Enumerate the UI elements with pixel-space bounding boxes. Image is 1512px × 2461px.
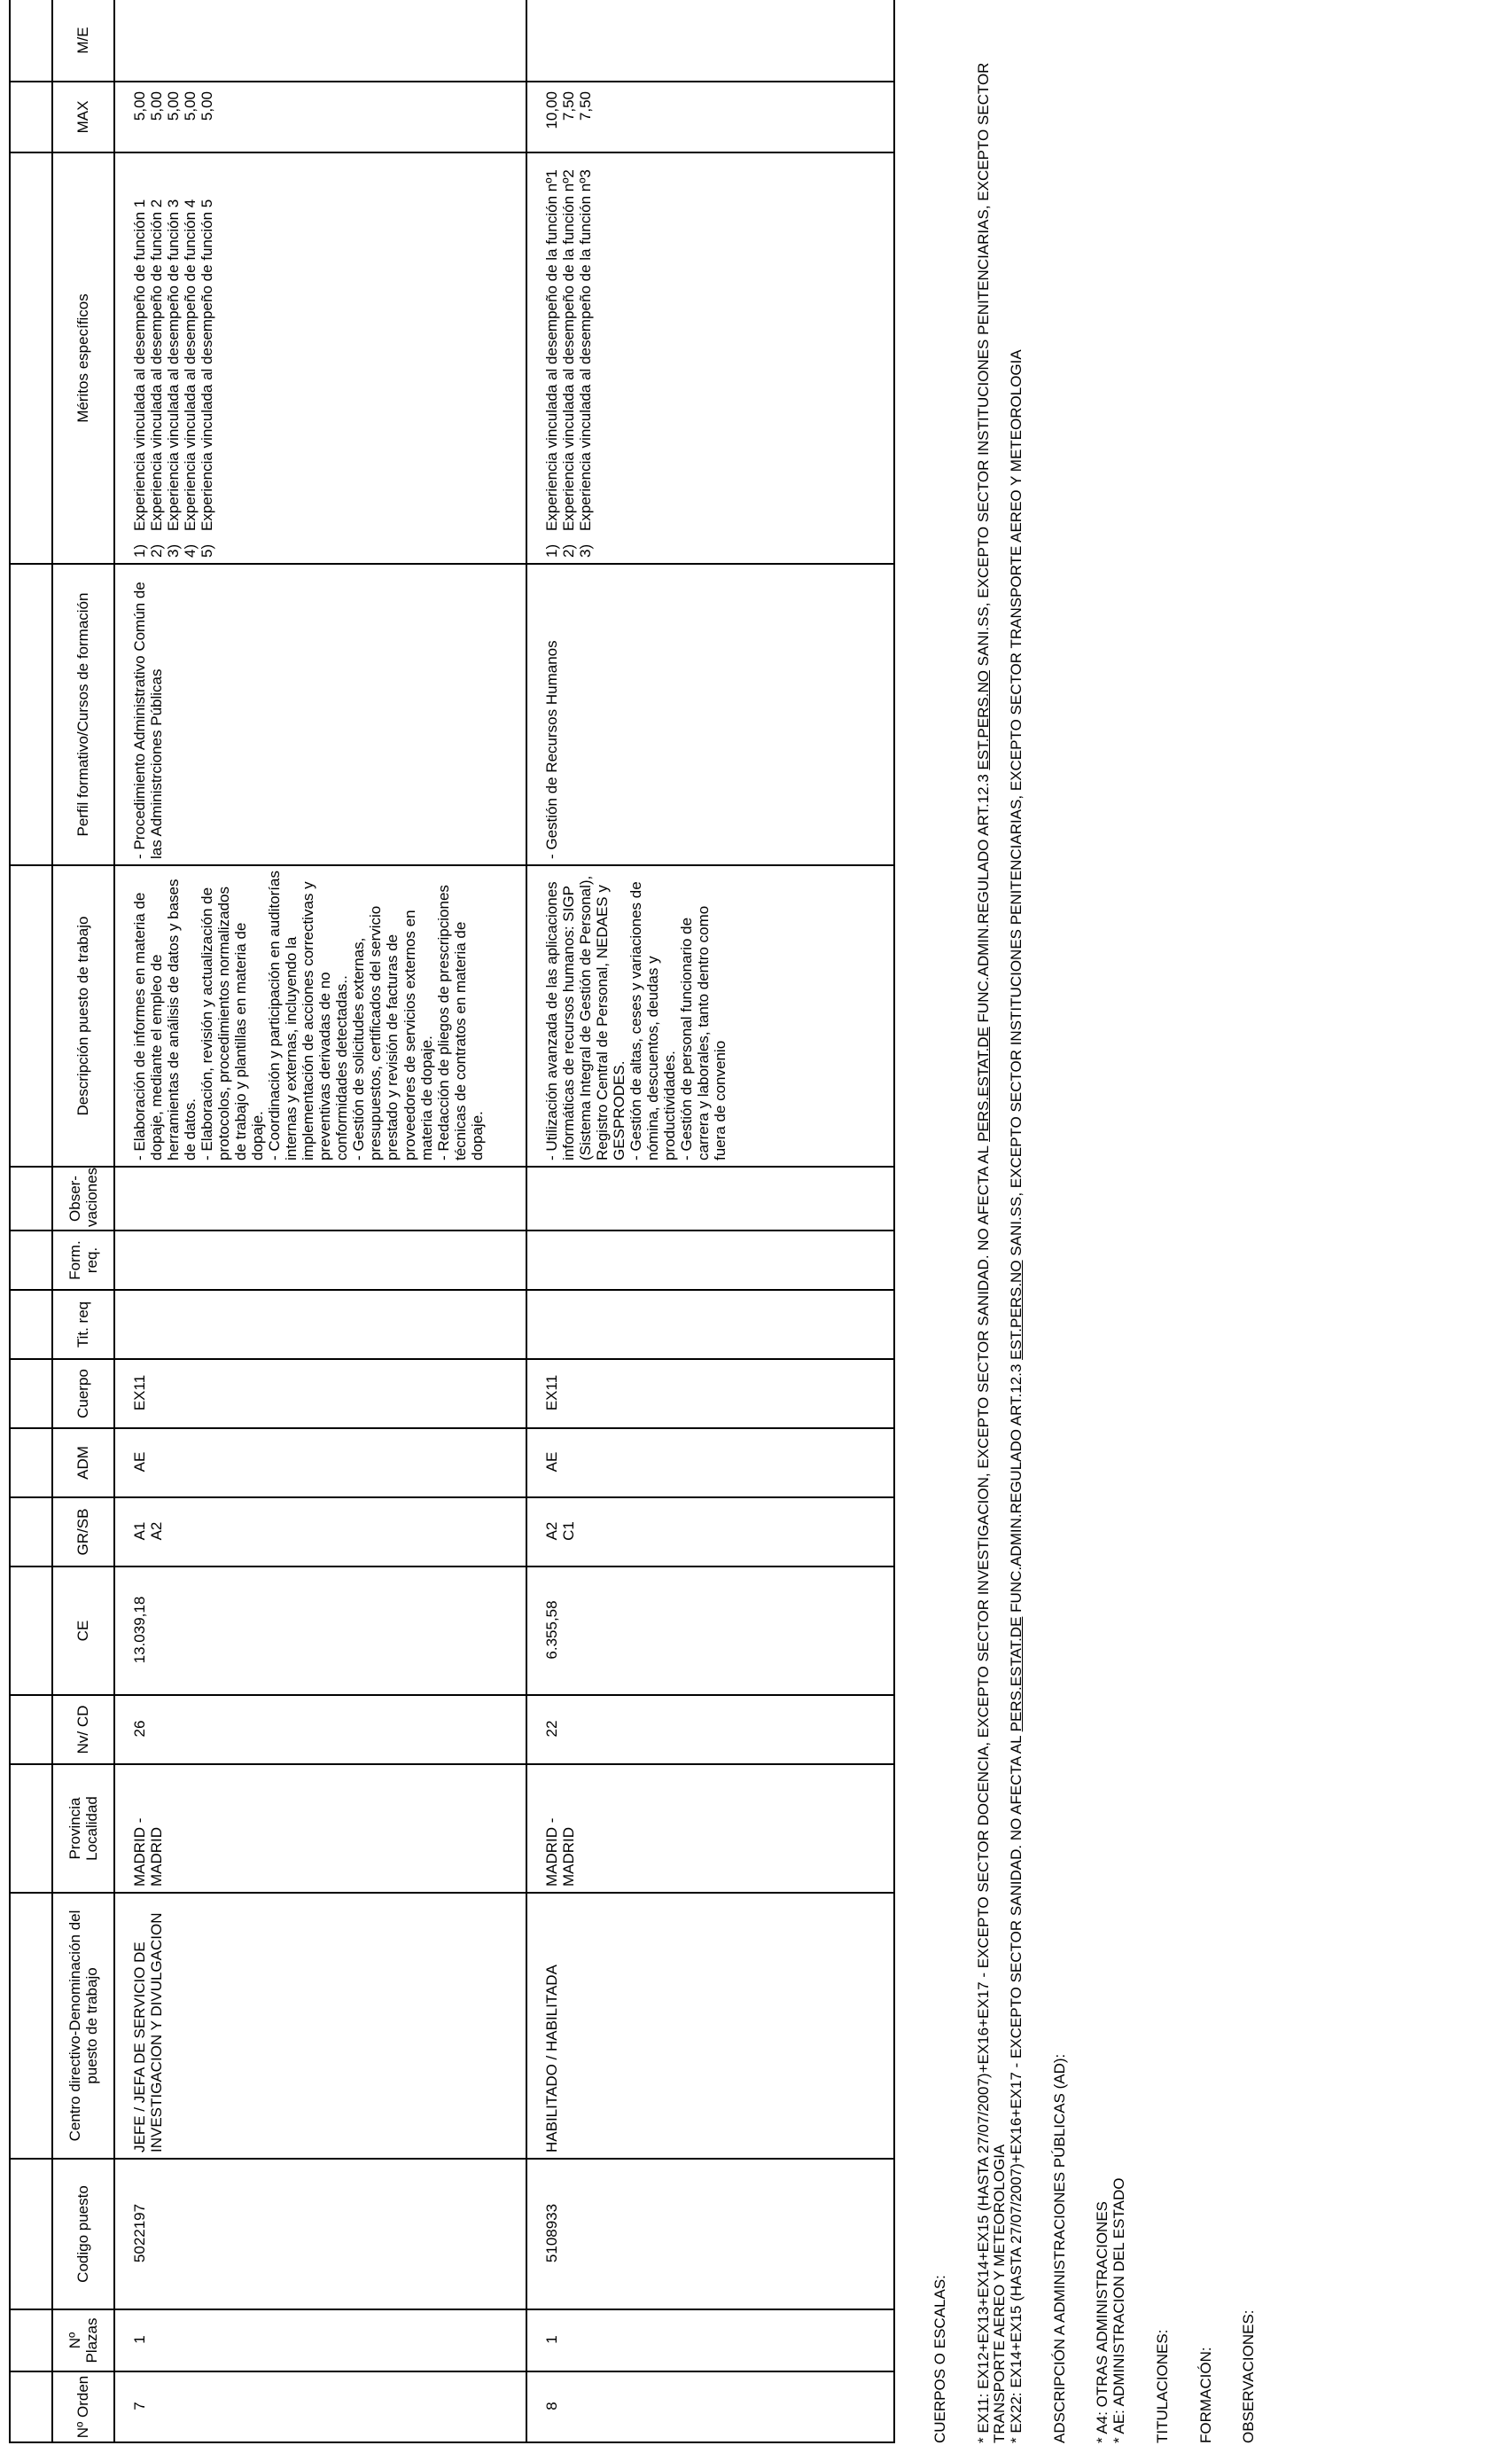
table-row (114, 0, 526, 2442)
me-cell (526, 0, 894, 82)
plazas-cell: 1 (526, 2309, 894, 2371)
header-provincia: Provincia Localidad (52, 1764, 114, 1893)
grupo-value: A2 (148, 1521, 166, 1541)
perfil-line: - Gestión de Recursos Humanos (543, 640, 560, 859)
max-cell (114, 82, 526, 152)
max-value: 10,00 (543, 91, 560, 129)
ex22-note: * EX22: EX14+EX15 (HASTA 27/07/2007)+EX16+EX17 - EXCEPTO SECTOR SANIDAD. NO AFECTA AL PERS.ESTAT.DE FUNC.ADMIN.REGULADO ART.12.3 EST.PERS.NO SANI.SS, EXCEPTO SECTOR INSTITUCIONES PENITENCIARIAS, EXCEPTO SECTOR TRANSPORTE AEREO Y METEOROLOGIA (1008, 349, 1025, 2443)
adm-cell: AE (114, 1428, 526, 1497)
header-tit: Tit. req (52, 1290, 114, 1359)
adscripcion-title: ADSCRIPCIÓN A ADMINISTRACIONES PÚBLICAS (AD): (1050, 2053, 1068, 2443)
max-value: 5,00 (148, 91, 166, 121)
descripcion-line: - Gestión de altas, ceses y variaciones de nómina, descuentos, deudas y productividades. (627, 881, 679, 1160)
max-value: 5,00 (199, 91, 216, 121)
header-codigo: Codigo puesto (52, 2159, 114, 2309)
merito-item: 4) Experiencia vinculada al desempeño de función 4 (182, 199, 199, 558)
descripcion-line: - Coordinación y participación en auditorías internas y externas, incluyendo la implementación de acciones correctivas y preventivas derivadas de no conformidades detectadas.. (266, 871, 351, 1160)
tit-cell (526, 1290, 894, 1359)
ce-cell: 6.355,58 (526, 1566, 894, 1695)
cuerpo-cell: EX11 (526, 1359, 894, 1428)
header-me: M/E (52, 0, 114, 82)
grupo-cell (526, 1497, 894, 1566)
tit-cell (114, 1290, 526, 1359)
me-cell (114, 0, 526, 82)
descripcion-line: - Gestión de personal funcionario de carrera y laborales, tanto dentro como fuera de convenio (678, 905, 729, 1160)
max-value: 5,00 (131, 91, 148, 121)
cuerpo-cell: EX11 (114, 1359, 526, 1428)
header-max: MAX (52, 82, 114, 152)
header-orden: Nº Orden (52, 2371, 114, 2442)
header-adm: ADM (52, 1428, 114, 1497)
plazas-cell: 1 (114, 2309, 526, 2371)
obs-cell (526, 1167, 894, 1230)
nivel-cell: 26 (114, 1695, 526, 1764)
orden-cell: 8 (526, 2371, 894, 2442)
grupo-cell (114, 1497, 526, 1566)
provincia-cell: MADRID - MADRID (526, 1764, 894, 1893)
merito-item: 2) Experiencia vinculada al desempeño de función 2 (148, 199, 166, 558)
header-cuerpo: Cuerpo (52, 1359, 114, 1428)
codigo-cell: 5022197 (114, 2159, 526, 2309)
perfil-cell (114, 564, 526, 865)
notes-section (932, 18, 1258, 2443)
header-descripcion: Descripción puesto de trabajo (52, 865, 114, 1167)
adm-cell: AE (526, 1428, 894, 1497)
header-form: Form. req. (52, 1230, 114, 1290)
ex11-note: * EX11: EX12+EX13+EX14+EX15 (HASTA 27/07/2007)+EX16+EX17 - EXCEPTO SECTOR DOCENCIA, EXCEPTO SECTOR INVESTIGACION, EXCEPTO SECTOR SANIDAD. NO AFECTA AL PERS.ESTAT.DE FUNC.ADMIN.REGULADO ART.12.3 EST.PERS.NO SANI.SS, EXCEPTO SECTOR INSTITUCIONES PENITENCIARIAS, EXCEPTO SECTOR TRANSPORTE AEREO Y METEOROLOGIA (974, 62, 1009, 2443)
header-ce: CE (52, 1566, 114, 1695)
a4-note: * A4: OTRAS ADMINISTRACIONES (1094, 2200, 1111, 2443)
meritos-cell (526, 152, 894, 564)
max-value: 7,50 (560, 91, 578, 121)
positions-table (9, 0, 895, 2443)
merito-item: 1) Experiencia vinculada al desempeño de la función nº1 (543, 169, 560, 558)
descripcion-line: - Redacción de pliegos de prescripciones técnicas de contratos en materia de dopaje. (434, 885, 486, 1160)
header-obs: Obser- vaciones (52, 1167, 114, 1230)
header-meritos: Méritos específicos (52, 152, 114, 564)
max-value: 5,00 (182, 91, 199, 121)
obs-cell (114, 1167, 526, 1230)
grupo-value: C1 (560, 1521, 578, 1541)
descripcion-line: - Gestión de solicitudes externas, presupuestos, certificados del servicio prestado y revisión de facturas de proveedores de servicios externos en materia de dopaje. (350, 905, 435, 1160)
observaciones-label: OBSERVACIONES: (1240, 2309, 1258, 2443)
centro-cell: JEFE / JEFA DE SERVICIO DE INVESTIGACION Y DIVULGACION (114, 1893, 526, 2159)
merito-item: 1) Experiencia vinculada al desempeño de función 1 (131, 199, 148, 558)
merito-item: 5) Experiencia vinculada al desempeño de función 5 (199, 199, 216, 558)
codigo-cell: 5108933 (526, 2159, 894, 2309)
ae-note: * AE: ADMINISTRACION DEL ESTADO (1111, 2177, 1128, 2443)
form-cell (526, 1230, 894, 1290)
descripcion-line: - Elaboración, revisión y actualización de protocolos, procedimientos normalizados de trabajo y plantillas en materia de dopaje. (199, 887, 267, 1160)
header-perfil: Perfil formativo/Cursos de formación (52, 564, 114, 865)
provincia-cell: MADRID - MADRID (114, 1764, 526, 1893)
ce-cell: 13.039,18 (114, 1566, 526, 1695)
header-row (52, 0, 114, 2442)
merito-item: 3) Experiencia vinculada al desempeño de función 3 (165, 199, 183, 558)
descripcion-line: - Elaboración de informes en materia de dopaje, mediante el empleo de herramientas de análisis de datos y bases de datos. (131, 879, 199, 1160)
top-blank-row (10, 0, 52, 2442)
header-plazas: Nº Plazas (52, 2309, 114, 2371)
perfil-cell (526, 564, 894, 865)
form-cell (114, 1230, 526, 1290)
header-grupo: GR/SB (52, 1497, 114, 1566)
perfil-line: - Procedimiento Administrativo Común de las Administrciones Públicas (131, 582, 166, 859)
merito-item: 2) Experiencia vinculada al desempeño de la función nº2 (560, 169, 578, 558)
table-row (526, 0, 894, 2442)
orden-cell: 7 (114, 2371, 526, 2442)
header-centro: Centro directivo-Denominación del puesto de trabajo (52, 1893, 114, 2159)
formacion-label: FORMACIÓN: (1196, 2347, 1214, 2443)
cuerpos-title: CUERPOS O ESCALAS: (931, 2275, 948, 2443)
header-nivel: Nv/ CD (52, 1695, 114, 1764)
grupo-value: A1 (131, 1521, 148, 1541)
max-value: 5,00 (165, 91, 183, 121)
nivel-cell: 22 (526, 1695, 894, 1764)
descripcion-line: - Utilización avanzada de las aplicaciones informáticas de recursos humanos: SIGP (Sistema Integral de Gestión de Personal), Registro Central de Personal, NEDAES y GESPRODES. (543, 875, 628, 1160)
grupo-value: A2 (543, 1521, 560, 1541)
centro-cell: HABILITADO / HABILITADA (526, 1893, 894, 2159)
merito-item: 3) Experiencia vinculada al desempeño de la función nº3 (577, 169, 595, 558)
max-cell (526, 82, 894, 152)
titulaciones-label: TITULACIONES: (1153, 2329, 1171, 2443)
descripcion-cell (114, 865, 526, 1167)
meritos-cell (114, 152, 526, 564)
descripcion-cell (526, 865, 894, 1167)
max-value: 7,50 (577, 91, 595, 121)
